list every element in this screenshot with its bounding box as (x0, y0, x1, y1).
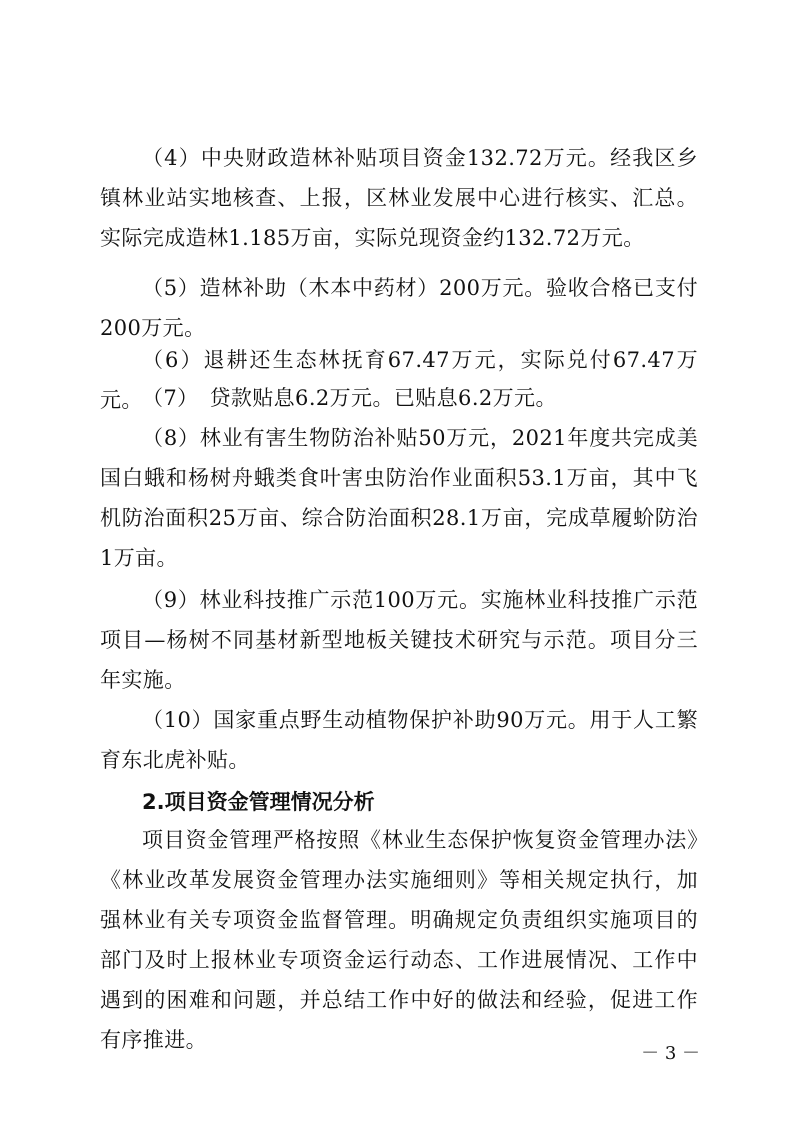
section-heading: 2.项目资金管理情况分析 (142, 790, 375, 814)
page-number: － 3 － (641, 1043, 700, 1064)
paragraph-item-9: （9）林业科技推广示范100万元。实施林业科技推广示范项目—杨树不同基材新型地板关键技术研究与示范。项目分三年实施。 (100, 588, 698, 692)
section-paragraph: 项目资金管理严格按照《林业生态保护恢复资金管理办法》《林业改革发展资金管理办法实施细则》等相关规定执行，加强林业有关专项资金监督管理。明确规定负责组织实施项目的部门及时上报林业专项资金运行动态、工作进展情况、工作中遇到的困难和问题，并总结工作中好的做法和经验，促进工作有序推进。 (100, 828, 698, 1052)
paragraph-item-8: （8）林业有害生物防治补贴50万元，2021年度共完成美国白蛾和杨树舟蛾类食叶害虫防治作业面积53.1万亩，其中飞机防治面积25万亩、综合防治面积28.1万亩，完成草履蚧防治1万亩。 (100, 426, 698, 570)
paragraph-item-10: （10）国家重点野生动植物保护补助90万元。用于人工繁育东北虎补贴。 (100, 708, 698, 772)
paragraph-item-4: （4）中央财政造林补贴项目资金132.72万元。经我区乡镇林业站实地核查、上报，区林业发展中心进行核实、汇总。实际完成造林1.185万亩，实际兑现资金约132.72万元。 (100, 146, 698, 250)
paragraph-item-5: （5）造林补助（木本中药材）200万元。验收合格已支付200万元。 (100, 276, 698, 340)
paragraph-item-7: （7） 贷款贴息6.2万元。已贴息6.2万元。 (142, 386, 557, 410)
paragraph-item-6: （6）退耕还生态林抚育67.47万元，实际兑付67.47万元。 (100, 348, 698, 412)
